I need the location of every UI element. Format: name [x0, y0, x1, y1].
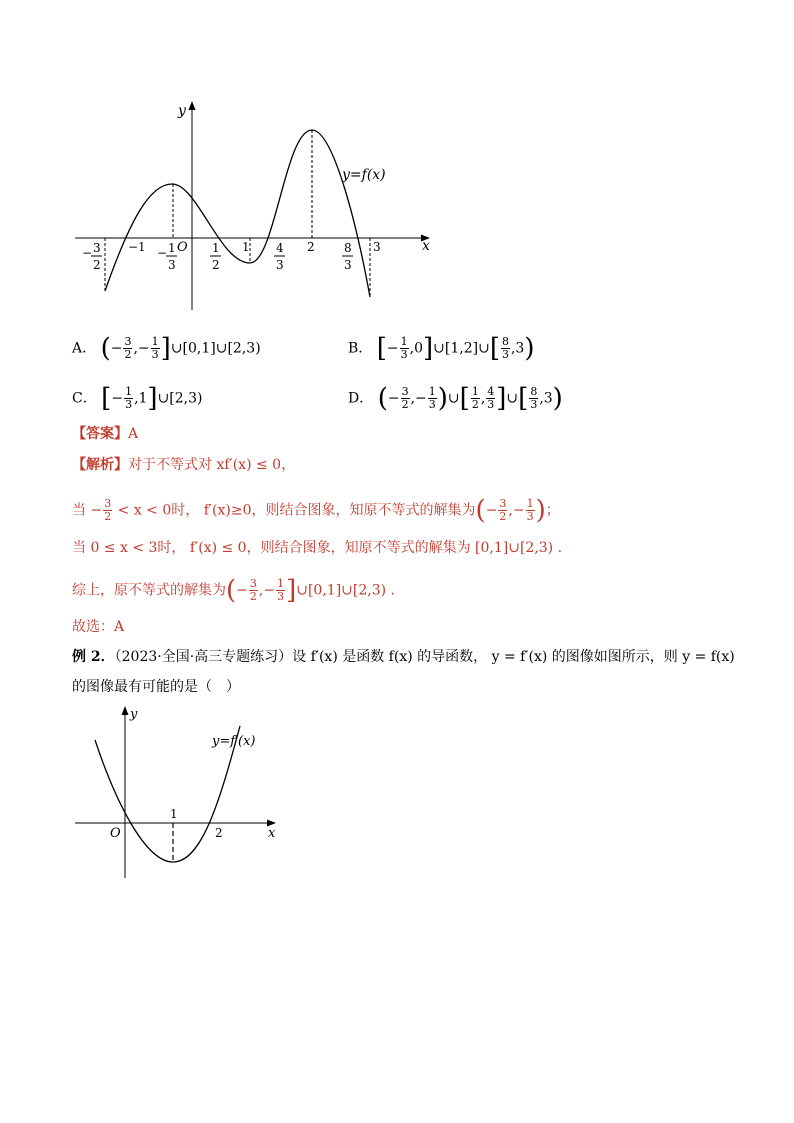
- svg-text:3: 3: [276, 258, 284, 272]
- svg-text:1: 1: [212, 241, 220, 255]
- option-d[interactable]: D． (− $\frac{3}{2}$ ,− $\frac{1}{3}$ )∪[ $\frac{1}{2}$ , $\frac{4}{3}$ ]∪[ $\frac{8}{3}$ ,3): [348, 383, 563, 414]
- choose-line: 故选：A: [72, 619, 125, 635]
- tick-eight-thirds: [342, 241, 353, 272]
- answer-line: [72, 424, 138, 444]
- y-axis-label: y: [178, 103, 186, 119]
- x-axis-label: x: [422, 238, 430, 254]
- tick-neg-one: −1: [128, 240, 146, 254]
- tick-two: 2: [215, 826, 223, 840]
- svg-text:4: 4: [276, 241, 284, 255]
- tick-one: 1: [170, 807, 178, 821]
- curve-f: [105, 130, 370, 297]
- svg-text:−: −: [157, 246, 168, 260]
- analysis-line-4: 综上，原不等式的解集为(− $\frac{3}{2}$ ,− $\frac{1}{3}$ ]∪[0,1]∪[2,3) .: [72, 575, 395, 606]
- option-c[interactable]: C． [− $\frac{1}{3}$ ,1]∪[2,3): [72, 383, 203, 414]
- tick-two: 2: [307, 240, 315, 254]
- option-a[interactable]: A． (− $\frac{3}{2}$ ,− $\frac{1}{3}$ ]∪[0,1]∪[2,3): [72, 333, 261, 364]
- curve-label: y=f(x): [342, 167, 386, 183]
- origin-label: O: [177, 240, 188, 255]
- analysis-tag: 【解析】: [72, 457, 128, 473]
- tick-one: 1: [242, 240, 250, 254]
- example-2-line-2: 的图像最有可能的是（ ）: [72, 679, 240, 695]
- example-2-line-1: 例 2．（2023·全国·高三专题练习）设 f′(x) 是函数 f(x) 的导函数， y = f′(x) 的图像如图所示，则 y = f(x): [72, 649, 735, 665]
- origin-label: O: [110, 826, 121, 841]
- analysis-line-1: 【解析】对于不等式对 xf′(x) ≤ 0，: [72, 457, 296, 473]
- tick-neg-three-halves: [82, 241, 102, 272]
- svg-text:8: 8: [344, 241, 352, 255]
- svg-text:3: 3: [93, 241, 101, 255]
- x-axis-label: x: [268, 826, 276, 841]
- svg-text:3: 3: [168, 258, 176, 272]
- svg-text:3: 3: [344, 258, 352, 272]
- answer-value: A: [128, 426, 139, 442]
- tick-half: [210, 241, 221, 272]
- graph-1: [70, 95, 440, 310]
- option-b[interactable]: B． [− $\frac{1}{3}$ ,0]∪[1,2]∪[ $\frac{8}{3}$ ,3): [348, 333, 535, 364]
- curve-label: y=f′(x): [212, 734, 256, 749]
- tick-neg-one-third: [157, 241, 177, 272]
- answer-tag: 【答案】: [72, 426, 128, 442]
- svg-text:−: −: [82, 246, 93, 260]
- y-axis-arrow-icon: [122, 706, 129, 715]
- analysis-line-3: 当 0 ≤ x < 3时， f′(x) ≤ 0，则结合图象，知原不等式的解集为 [0,1]∪[2,3) .: [72, 540, 563, 556]
- y-axis-label: y: [130, 707, 138, 722]
- svg-text:1: 1: [168, 241, 176, 255]
- tick-three: 3: [373, 240, 381, 254]
- analysis-line-2: 当 − $\frac{3}{2}$ < x < 0时， f′(x)≥0，则结合图象，知原不等式的解集为(− $\frac{3}{2}$ ,− $\frac{1}{3}$ )；: [72, 495, 560, 526]
- y-axis-arrow-icon: [189, 101, 196, 110]
- graph-2: [70, 700, 290, 885]
- svg-text:2: 2: [212, 258, 220, 272]
- svg-text:2: 2: [93, 258, 101, 272]
- tick-four-thirds: [274, 241, 285, 272]
